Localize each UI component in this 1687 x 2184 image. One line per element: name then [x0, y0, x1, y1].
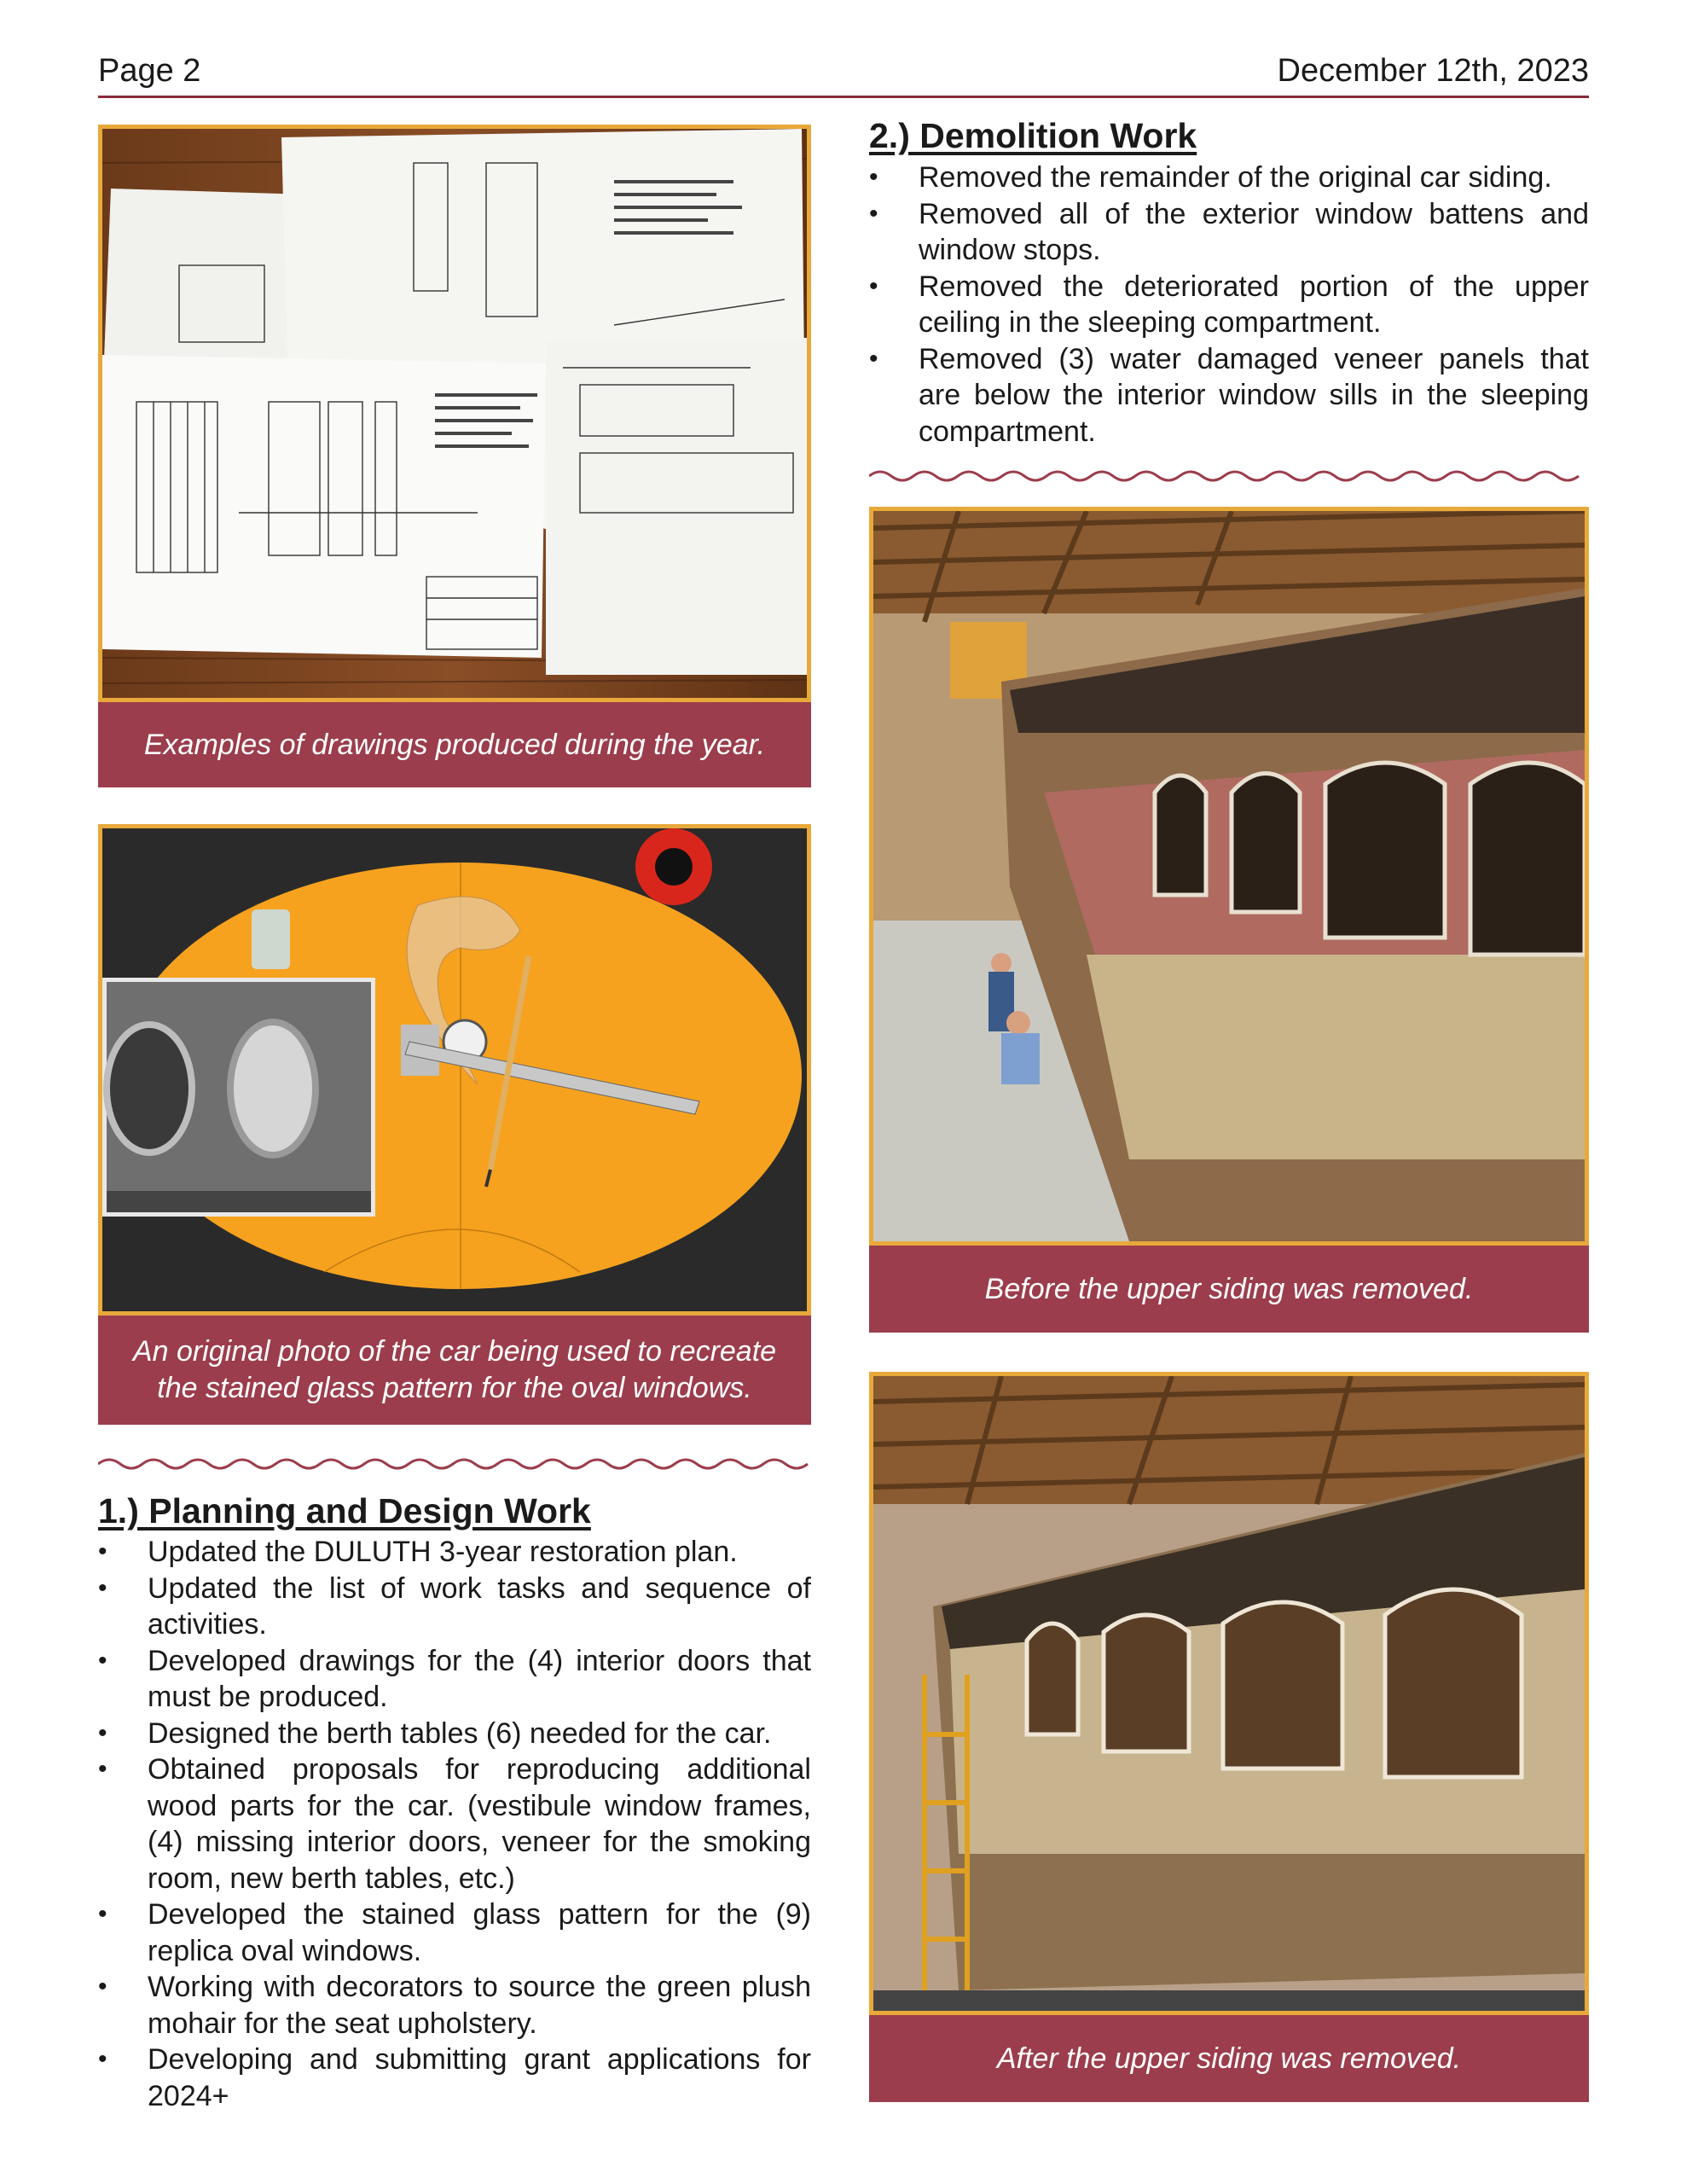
after-siding-caption: After the upper siding was removed. — [869, 2015, 1589, 2102]
after-illustration — [873, 1376, 1585, 2011]
after-siding-photo — [869, 1372, 1589, 2015]
list-item: • Designed the berth tables (6) needed for the car. — [98, 1716, 811, 1752]
list-item: • Obtained proposals for reproducing additional wood parts for the car. (vestibule window frames, (4) missing interior doors, veneer for the smoking room, new berth tables, etc.) — [98, 1751, 811, 1896]
list-item: • Developing and submitting grant applications for 2024+ — [98, 2042, 811, 2114]
before-siding-photo — [869, 507, 1589, 1246]
planning-section-title: 1.) Planning and Design Work — [98, 1491, 591, 1531]
page-number: Page 2 — [98, 53, 201, 89]
list-item: • Updated the DULUTH 3-year restoration plan. — [98, 1534, 811, 1571]
drawings-caption: Examples of drawings produced during the year. — [98, 702, 811, 787]
list-item: • Developed the stained glass pattern for the (9) replica oval windows. — [98, 1896, 811, 1969]
oval-pattern-photo — [98, 824, 811, 1316]
wavy-divider — [869, 468, 1589, 485]
drawings-photo — [98, 125, 811, 702]
oval-pattern-illustration — [102, 828, 807, 1311]
list-item: • Working with decorators to source the green plush mohair for the seat upholstery. — [98, 1969, 811, 2042]
drawings-illustration — [102, 129, 807, 698]
demolition-section-title: 2.) Demolition Work — [869, 116, 1197, 155]
before-illustration — [873, 511, 1585, 1241]
list-item: • Removed (3) water damaged veneer panels that are below the interior window sills in the sleeping compartment. — [869, 341, 1589, 450]
list-item: • Removed all of the exterior window battens and window stops. — [869, 196, 1589, 269]
header-divider — [98, 96, 1589, 98]
planning-list — [98, 1534, 811, 2114]
list-item: • Removed the deteriorated portion of the upper ceiling in the sleeping compartment. — [869, 269, 1589, 341]
issue-date: December 12th, 2023 — [1277, 53, 1589, 89]
list-item: • Removed the remainder of the original car siding. — [869, 160, 1589, 196]
list-item: • Updated the list of work tasks and sequence of activities. — [98, 1571, 811, 1643]
wavy-divider — [98, 1455, 811, 1472]
demolition-list — [869, 160, 1589, 450]
list-item: • Developed drawings for the (4) interior doors that must be produced. — [98, 1643, 811, 1716]
before-siding-caption: Before the upper siding was removed. — [869, 1246, 1589, 1333]
oval-pattern-caption: An original photo of the car being used to recreate the stained glass pattern for the oval windows. — [98, 1316, 811, 1425]
